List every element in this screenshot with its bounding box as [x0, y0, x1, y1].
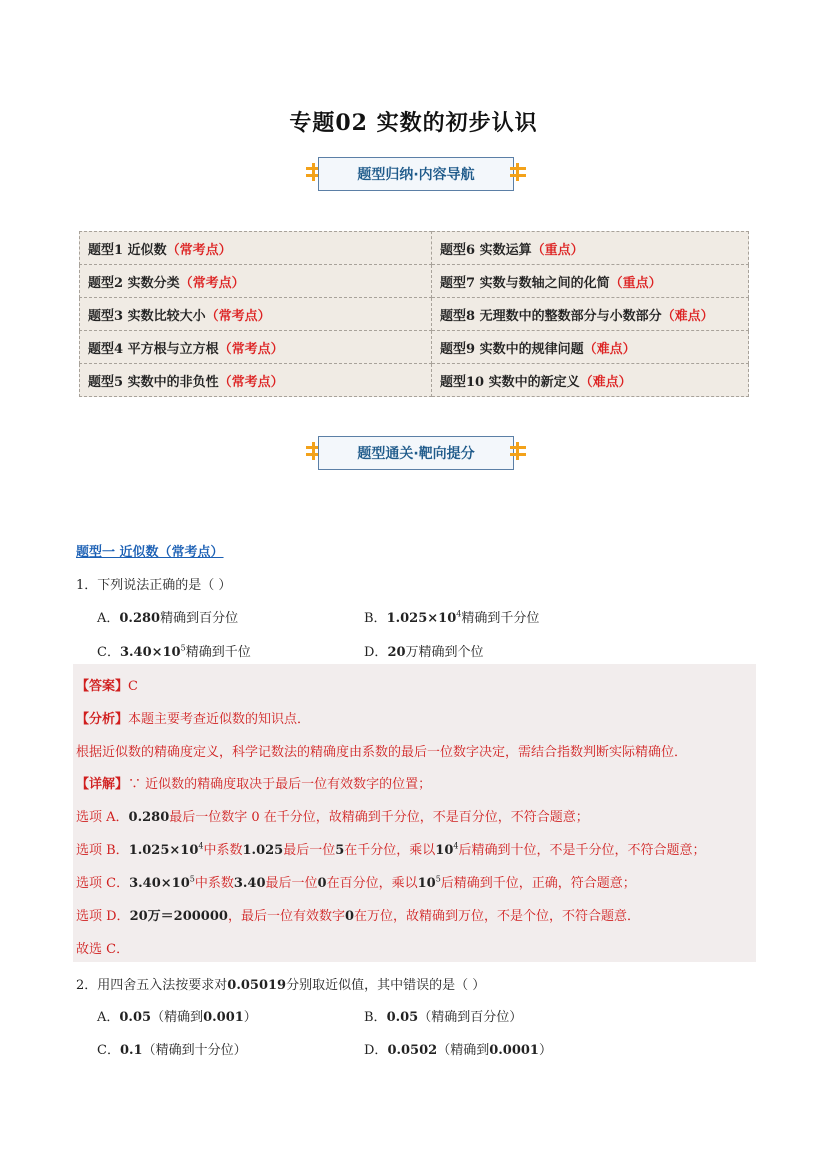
nav-item[interactable]: 题型2 实数分类（常考点）: [80, 265, 432, 298]
detail-option-d: 选项 D．20万＝200000，最后一位有效数字0在万位，故精确到万位，不是个位，不符合题意．: [76, 909, 641, 924]
answer-box: [73, 664, 756, 962]
nav-item[interactable]: 题型6 实数运算（重点）: [432, 232, 749, 265]
nav-banner-label: 题型归纳·内容导航: [318, 157, 514, 191]
nav-item[interactable]: 题型10 实数中的新定义（难点）: [432, 364, 749, 397]
nav-banner: [306, 157, 526, 193]
conclusion-line: 故选 C．: [76, 942, 130, 957]
option-b: B．$1.025\times 10^4$精确到千分位: [364, 609, 540, 626]
banner-deco-icon: [510, 446, 526, 456]
topic-nav-table: [79, 231, 749, 397]
question-stem: 2．用四舍五入法按要求对0.05019分别取近似值，其中错误的是（ ）: [76, 978, 486, 993]
option-c: C．0.1（精确到十分位）: [97, 1043, 247, 1058]
option-a: A．0.05（精确到0.001）: [97, 1010, 257, 1025]
option-d: D．0.0502（精确到0.0001）: [364, 1043, 552, 1058]
option-c: C．$3.40\times 10^5$精确到千位: [97, 643, 251, 660]
detail-line: 【详解】∵ 近似数的精确度取决于最后一位有效数字的位置；: [76, 777, 432, 792]
question-stem: 1．下列说法正确的是（ ）: [76, 578, 232, 593]
nav-item[interactable]: 题型9 实数中的规律问题（难点）: [432, 331, 749, 364]
page-title: 专题02 实数的初步认识: [289, 110, 538, 136]
banner-deco-icon: [510, 167, 526, 177]
practice-banner-label: 题型通关·靶向提分: [318, 436, 514, 470]
nav-item[interactable]: 题型5 实数中的非负性（常考点）: [80, 364, 432, 397]
option-d: D．20万精确到个位: [364, 645, 484, 660]
section-heading[interactable]: 题型一 近似数（常考点）: [76, 545, 224, 560]
practice-banner: [306, 436, 526, 472]
detail-option-b: 选项 B．$1.025\times 10^4$中系数1.025最后一位5在千分位，乘以$10^4$后精确到十位，不是千分位，不符合题意；: [76, 841, 706, 858]
detail-option-a: 选项 A．0.280最后一位数字 0 在千分位，故精确到千分位，不是百分位，不符合题意；: [76, 810, 589, 825]
nav-item[interactable]: 题型1 近似数（常考点）: [80, 232, 432, 265]
analysis-line: 【分析】本题主要考查近似数的知识点．: [76, 712, 311, 727]
option-a: A．0.280精确到百分位: [97, 611, 239, 626]
nav-item[interactable]: 题型7 实数与数轴之间的化简（重点）: [432, 265, 749, 298]
nav-item[interactable]: 题型3 实数比较大小（常考点）: [80, 298, 432, 331]
analysis-line-2: 根据近似数的精确度定义，科学记数法的精确度由系数的最后一位数字决定，需结合指数判断实际精确位．: [76, 745, 688, 760]
nav-item[interactable]: 题型8 无理数中的整数部分与小数部分（难点）: [432, 298, 749, 331]
answer-line: 【答案】C: [76, 679, 138, 694]
nav-item[interactable]: 题型4 平方根与立方根（常考点）: [80, 331, 432, 364]
option-b: B．0.05（精确到百分位）: [364, 1010, 523, 1025]
detail-option-c: 选项 C．$3.40\times 10^5$中系数3.40最后一位0在百分位，乘以$10^5$后精确到千位，正确，符合题意；: [76, 874, 636, 891]
